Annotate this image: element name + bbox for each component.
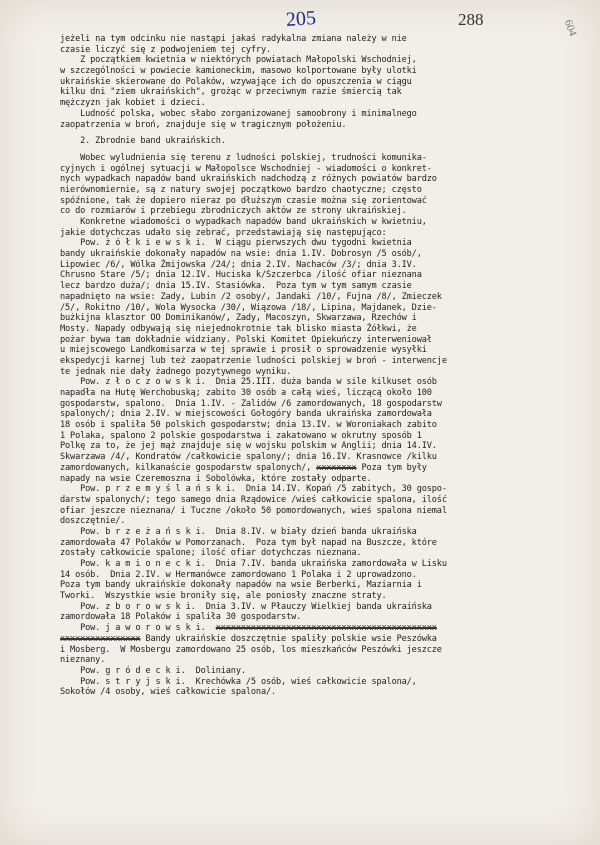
text-line	[60, 34, 580, 45]
text-line	[60, 431, 580, 442]
line-text: Z początkiem kwietnia w niektórych powiatach Małopolski Wschodniej,	[60, 55, 417, 66]
line-text: Wobec wyludnienia się terenu z ludności polskiej, trudności komunika-	[60, 152, 427, 163]
text-line	[60, 120, 580, 131]
text-line	[60, 677, 580, 688]
line-text: Pow. b r z e ż a ń s k i. Dnia 8.IV. w biały dzień banda ukraińska	[60, 526, 417, 537]
text-line	[60, 345, 580, 356]
text-line	[60, 687, 580, 698]
line-text: ofiar jeszcze nieznana/ i Tuczne /około 50 pomordowanych, wieś spalona niemal	[60, 505, 447, 516]
text-line	[60, 174, 580, 185]
text-line	[60, 196, 580, 207]
line-text: Polkę za to, że jej mąż znajduje się w wojsku polskim w Anglii; dnia 14.IV.	[60, 441, 437, 452]
line-text: napadła na Hutę Werchobuską; zabito 30 osób a całą wieś, liczącą około 100	[60, 388, 432, 398]
line-text: zamordowała 47 Polaków w Pomorzanach. Poza tym był napad na Buszcze, które	[60, 537, 437, 548]
corner-archive-number: 604	[561, 18, 579, 38]
text-line	[60, 153, 580, 164]
line-text: 18 osób i spaliła 50 polskich gospodarstw; dnia 13.IV. w Woroniakach zabito	[60, 420, 437, 431]
line-text: Konkretne wiadomości o wypadkach napadów band ukraińskich w kwietniu,	[60, 217, 427, 227]
line-text: 1 Polaka, spalono 2 polskie gospodarstwa i zakatowano w okrutny sposób 1	[60, 430, 422, 441]
text-line	[60, 409, 580, 420]
text-line	[60, 260, 580, 271]
text-line	[60, 570, 580, 581]
text-line	[60, 206, 580, 217]
struck-out-text: xxxxxxxx	[316, 462, 357, 473]
line-text: Pow. k a m i o n e c k i. Dnia 7.IV. banda ukraińska zamordowała w Lisku	[60, 559, 447, 569]
text-line	[60, 591, 580, 602]
text-line	[60, 548, 580, 559]
text-line	[60, 335, 580, 346]
line-text: zamordowanych, kilkanaście gospodarstw spalonych/,	[60, 462, 317, 473]
line-text: 2. Zbrodnie band ukraińskich.	[60, 136, 226, 147]
line-text: Chrusno Stare /5/; dnia 12.IV. Huciska k/Szczerbca /ilość ofiar nieznana	[60, 270, 422, 281]
line-text: nych wypadkach napadów band ukraińskich nadchodzą z różnych powiatów bardzo	[60, 174, 437, 185]
text-line	[60, 623, 580, 634]
text-line	[60, 388, 580, 399]
text-line	[60, 377, 580, 388]
text-line	[60, 164, 580, 175]
text-line	[60, 303, 580, 314]
line-text: Pow. z b o r o w s k i. Dnia 3.IV. w Płauczy Wielkiej banda ukraińska	[60, 601, 432, 612]
line-text: pożar bywa tam dokładnie widziany. Polski Komitet Opiekuńczy interweniował	[60, 334, 432, 345]
line-text-tail: Poza tym były	[356, 462, 427, 473]
line-text: cyjnych i ogólnej sytuacji w Małopolsce Wschodniej - wiadomości o konkret-	[60, 163, 432, 174]
line-text: jeżeli na tym odcinku nie nastąpi jakaś radykalna zmiana należy w nie	[60, 34, 407, 44]
text-line	[60, 420, 580, 431]
text-line	[60, 474, 580, 485]
text-line	[60, 45, 580, 56]
text-line	[60, 495, 580, 506]
text-line	[60, 516, 580, 527]
line-text: Mosty. Napady odbywają się niejednokrotnie tak blisko miasta Żółkwi, że	[60, 323, 417, 334]
line-text: darstw spalonych/; tego samego dnia Rządowice /wieś całkowicie spalona, ilość	[60, 494, 447, 505]
line-text: w szczególności w powiecie kamioneckim, masowo kolportowane były ulotki	[60, 66, 417, 77]
line-text: Pow. ż ó ł k i e w s k i. W ciągu pierwszych dwu tygodni kwietnia	[60, 238, 412, 249]
text-line	[60, 217, 580, 228]
line-text: lecz bardzo duża/; dnia 15.IV. Stasiówka. Poza tym w tym samym czasie	[60, 281, 412, 292]
text-line	[60, 87, 580, 98]
text-line	[60, 185, 580, 196]
line-text-tail: Bandy ukraińskie doszczętnie spaliły polskie wsie Peszówka	[140, 633, 437, 644]
line-text: i Mosberg. W Mosbergu zamordowano 25 osób, los mieszkańców Peszówki jeszcze	[60, 644, 442, 655]
line-text: ekspedycji karnej lub też zaopatrzenie ludności polskiej w broń - interwencje	[60, 355, 447, 366]
line-text: Pow. j a w o r o w s k i.	[60, 623, 216, 634]
line-text: Pow. p r z e m y ś l a ń s k i. Dnia 14.IV. Kopań /5 zabitych, 30 gospo-	[60, 484, 447, 495]
line-text: nieznany.	[60, 655, 106, 666]
text-line	[60, 612, 580, 623]
line-text: Pow. s t r y j s k i. Krechówka /5 osób, wieś całkowicie spalona/,	[60, 676, 417, 687]
text-line	[60, 292, 580, 303]
line-text: napadnięto na wsie: Zady, Lubin /2 osoby/, Jandaki /10/, Fujna /8/, Zmieczek	[60, 291, 442, 302]
line-text: mężczyzn jak kobiet i dzieci.	[60, 98, 206, 109]
page-number: 288	[458, 10, 484, 29]
text-line	[60, 602, 580, 613]
text-line	[60, 634, 580, 645]
text-line	[60, 238, 580, 249]
line-text: gospodarstw, spalono. Dnia 1.IV. - Zalidów /6 zamordowanych, 18 gospodarstw	[60, 398, 442, 409]
line-text: spalonych/; dnia 2.IV. w miejscowości Gołogóry banda ukraińska zamordowała	[60, 409, 432, 420]
line-text: doszczętnie/.	[60, 516, 126, 527]
struck-out-text: xxxxxxxxxxxxxxxx	[60, 633, 141, 644]
text-line	[60, 441, 580, 452]
line-text: czasie liczyć się z podwojeniem tej cyfry.	[60, 44, 272, 55]
line-text: u miejscowego Landkomisarza w tej sprawie i prosił o sprowadzenie wysyłki	[60, 345, 427, 356]
text-line	[60, 452, 580, 463]
text-line	[60, 484, 580, 495]
line-text: ukraińskie skierowane do Polaków, wzywające ich do opuszczenia w ciągu	[60, 76, 412, 87]
line-text: Pow. g r ó d e c k i. Doliniany.	[60, 665, 246, 676]
text-line	[60, 399, 580, 410]
text-line	[60, 55, 580, 66]
text-line	[60, 109, 580, 120]
text-line	[60, 77, 580, 88]
line-text: Ludność polska, wobec słabo zorganizowanej samoobrony i minimalnego	[60, 108, 417, 119]
text-line	[60, 324, 580, 335]
line-text: Poza tym bandy ukraińskie dokonały napadów na wsie Berberki, Maziarnia i	[60, 580, 422, 591]
section-heading	[60, 136, 580, 147]
line-text: napady na wsie Czeremoszna i Sobolówka, które zostały odparte.	[60, 473, 372, 484]
text-line	[60, 98, 580, 109]
line-text: Pow. z ł o c z o w s k i. Dnia 25.III. duża banda w sile kilkuset osób	[60, 377, 437, 388]
text-line	[60, 270, 580, 281]
text-line	[60, 527, 580, 538]
text-line	[60, 313, 580, 324]
text-line	[60, 249, 580, 260]
text-line	[60, 506, 580, 517]
stamp-number: 205	[285, 6, 317, 32]
line-text: Sokołów /4 osoby, wieś całkowicie spalona/.	[60, 687, 277, 698]
text-line	[60, 666, 580, 677]
line-text: /5/, Rokitno /10/, Wola Wysocka /30/, Wiązowa /18/, Lipina, Majdanek, Dzie-	[60, 302, 437, 313]
text-line	[60, 559, 580, 570]
line-text: co do rozmiarów i przebiegu zbrodniczych aktów ze strony ukraińskiej.	[60, 206, 407, 217]
line-text: te jednak nie dały żadnego pozytywnego wyniku.	[60, 366, 292, 377]
text-line	[60, 66, 580, 77]
text-line	[60, 367, 580, 378]
text-line	[60, 463, 580, 474]
line-text: Skwarzawa /4/, Kondratów /całkowicie spalony/; dnia 16.IV. Krasnowce /kilku	[60, 452, 437, 463]
line-text: zamordowała 18 Polaków i spaliła 30 gospodarstw.	[60, 612, 302, 623]
line-text: bużkijna klasztor OO Dominikanów/, Zady, Macoszyn, Skwarzawa, Rzechów i	[60, 313, 417, 324]
struck-out-text: xxxxxxxxxxxxxxxxxxxxxxxxxxxxxxxxxxxxxxxxxxxx	[215, 623, 437, 634]
line-text: zostały całkowicie spalone; ilość ofiar dotychczas nieznana.	[60, 548, 362, 559]
text-line	[60, 228, 580, 239]
text-line	[60, 356, 580, 367]
line-text: spóźnione, tak że dopiero nieraz po dłuższym czasie można się zorientować	[60, 195, 427, 206]
line-text: Tworki. Wszystkie wsie broniły się, ale poniosły znaczne straty.	[60, 591, 387, 602]
text-line	[60, 580, 580, 591]
line-text: nierównomiernie, są z natury swojej początkowo bardzo chaotyczne; często	[60, 184, 422, 195]
line-text: zaopatrzenia w broń, znajduje się w tragicznym położeniu.	[60, 119, 347, 130]
text-line	[60, 281, 580, 292]
line-text: Lipowiec /6/, Wólka Żmijowska /24/; dnia 2.IV. Nachaców /3/; dnia 3.IV.	[60, 259, 417, 270]
line-text: jakie dotychczas udało się zebrać, przedstawiają się następująco:	[60, 227, 387, 238]
text-line	[60, 655, 580, 666]
typewritten-body	[60, 34, 580, 698]
line-text: kilku dni "ziem ukraińskich", grożąc w przeciwnym razie śmiercią tak	[60, 87, 402, 98]
text-line	[60, 538, 580, 549]
line-text: 14 osób. Dnia 2.IV. w Hermanówce zamordowano 1 Polaka i 2 uprowadzono.	[60, 569, 417, 580]
text-line	[60, 645, 580, 656]
line-text: bandy ukraińskie dokonały napadów na wsie: dnia 1.IV. Dobrosyn /5 osób/,	[60, 249, 422, 260]
